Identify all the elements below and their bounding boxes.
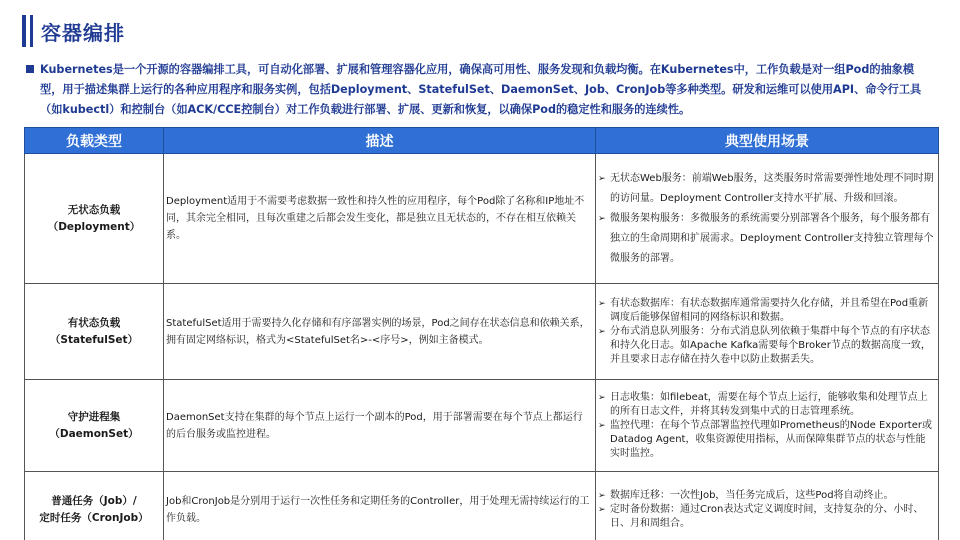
list-item: ➢ 数据库迁移：一次性Job，当任务完成后，这些Pod将自动终止。 xyxy=(598,490,894,501)
title-accent-bar xyxy=(22,15,26,47)
table-row xyxy=(25,284,939,380)
use-case-cell xyxy=(596,284,939,380)
use-case-cell xyxy=(596,380,939,472)
title-bar xyxy=(22,14,125,48)
arrow-bullet-icon: ➢ xyxy=(598,392,606,403)
description-cell: DaemonSet支持在集群的每个节点上运行一个副本的Pod，用于部署需要在每个节点上都运行的后台服务或监控进程。 xyxy=(164,380,596,472)
table-row xyxy=(25,472,939,540)
workload-type-cell: 有状态负载（StatefulSet） xyxy=(25,284,164,380)
header-description: 描述 xyxy=(164,128,596,154)
header-workload-type: 负载类型 xyxy=(25,128,164,154)
workload-type-cell: 无状态负载（Deployment） xyxy=(25,154,164,284)
list-item: ➢ 日志收集：如filebeat，需要在每个节点上运行，能够收集和处理节点上的所有日志文件，并将其转发到集中式的日志管理系统。 xyxy=(598,391,928,417)
arrow-bullet-icon: ➢ xyxy=(598,420,606,431)
table-row xyxy=(25,154,939,284)
use-case-cell xyxy=(596,472,939,540)
list-item: ➢ 分布式消息队列服务：分布式消息队列依赖于集群中每个节点的有序状态和持久化日志。如Apache Kafka需要每个Broker节点的数据高度一致，并且要求日志存储在持久卷中以防止数据丢失。 xyxy=(598,325,931,365)
list-item: ➢ 定时备份数据：通过Cron表达式定义调度时间，支持复杂的分、小时、日、月和周组合。 xyxy=(598,504,924,529)
arrow-bullet-icon: ➢ xyxy=(598,505,606,515)
intro-paragraph xyxy=(26,60,936,120)
use-case-cell xyxy=(596,154,939,284)
title-accent-bar-thin xyxy=(30,15,33,47)
list-item: ➢ 微服务架构服务：多微服务的系统需要分别部署各个服务，每个服务都有独立的生命周期和扩展需求。Deployment Controller支持独立管理每个微服务的部署。 xyxy=(598,209,934,269)
square-bullet-icon xyxy=(26,65,34,73)
description-cell: Deployment适用于不需要考虑数据一致性和持久性的应用程序，每个Pod除了名称和IP地址不同，其余完全相同，且每次重建之后都会发生变化，都是独立且无状态的，不存在相互依赖关系。 xyxy=(164,154,596,284)
description-cell: Job和CronJob是分别用于运行一次性任务和定期任务的Controller，用于处理无需持续运行的工作负载。 xyxy=(164,472,596,540)
workload-type-line: 普通任务（Job）/ xyxy=(51,495,137,507)
arrow-bullet-icon: ➢ xyxy=(598,326,606,337)
arrow-bullet-icon: ➢ xyxy=(598,173,606,184)
workload-table xyxy=(24,127,939,540)
list-item: ➢ 监控代理：在每个节点部署监控代理如Prometheus的Node Exporter或Datadog Agent，收集资源使用指标，从而保障集群节点的状态与性能实时监控。 xyxy=(598,419,932,459)
workload-type-line: 定时任务（CronJob） xyxy=(39,512,149,524)
list-item: ➢ 无状态Web服务：前端Web服务，这类服务时常需要弹性地处理不同时期的访问量。Deployment Controller支持水平扩展、升级和回滚。 xyxy=(598,169,934,209)
page-title: 容器编排 xyxy=(41,20,125,45)
table-header-row xyxy=(25,128,939,154)
description-cell: StatefulSet适用于需要持久化存储和有序部署实例的场景，Pod之间存在状态信息和依赖关系，拥有固定网络标识，格式为<StatefulSet名>-<序号>，例如主备模式。 xyxy=(164,284,596,380)
list-item: ➢ 有状态数据库：有状态数据库通常需要持久化存储，并且希望在Pod重新调度后能够保留相同的网络标识和数据。 xyxy=(598,297,929,323)
header-use-cases: 典型使用场景 xyxy=(596,128,939,154)
intro-text: Kubernetes是一个开源的容器编排工具，可自动化部署、扩展和管理容器化应用，确保高可用性、服务发现和负载均衡。在Kubernetes中，工作负载是对一组Pod的抽象模型，用于描述集群上运行的各种应用程序和服务实例，包括Deployment、StatefulSet、DaemonSet、Job、CronJob等多种类型。研发和运维可以使用API、命令行工具（如kubectl）和控制台（如ACK/CCE控制台）对工作负载进行部署、扩展、更新和恢复，以确保Pod的稳定性和服务的连续性。 xyxy=(40,63,922,116)
arrow-bullet-icon: ➢ xyxy=(598,213,606,224)
workload-type-cell: 守护进程集（DaemonSet） xyxy=(25,380,164,472)
workload-type-cell xyxy=(25,472,164,540)
arrow-bullet-icon: ➢ xyxy=(598,491,606,501)
arrow-bullet-icon: ➢ xyxy=(598,298,606,309)
table-row xyxy=(25,380,939,472)
